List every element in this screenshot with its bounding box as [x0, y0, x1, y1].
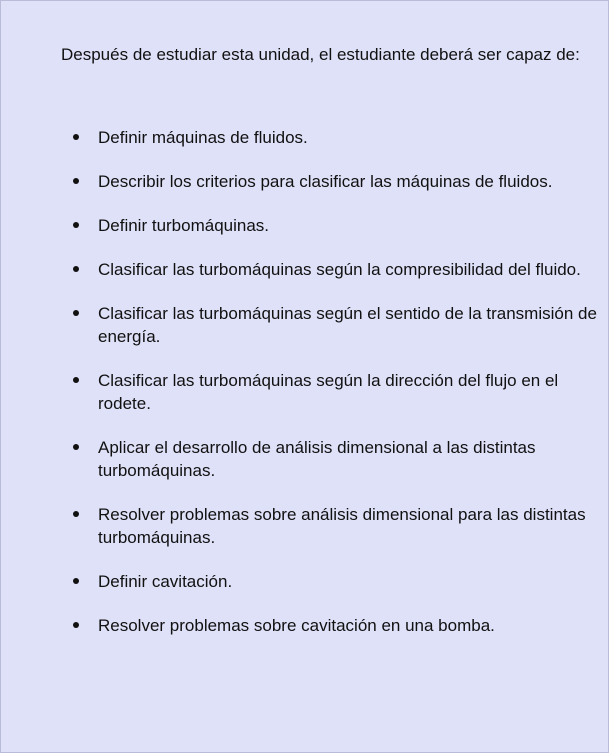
bullet-icon: [73, 444, 79, 450]
bullet-icon: [73, 377, 79, 383]
objective-item: [1, 126, 608, 149]
bullet-icon: [73, 511, 79, 517]
objective-item: [1, 570, 608, 593]
objective-item: [1, 369, 608, 415]
bullet-icon: [73, 266, 79, 272]
bullet-icon: [73, 578, 79, 584]
bullet-icon: [73, 222, 79, 228]
bullet-icon: [73, 134, 79, 140]
objective-text: Describir los criterios para clasificar las máquinas de fluidos.: [98, 172, 553, 191]
objective-text: Clasificar las turbomáquinas según la compresibilidad del fluido.: [98, 260, 581, 279]
objective-item: [1, 258, 608, 281]
objective-text: Definir turbomáquinas.: [98, 216, 270, 235]
objective-text: Resolver problemas sobre cavitación en una bomba.: [98, 616, 495, 635]
objectives-list: [1, 126, 608, 658]
objective-item: [1, 214, 608, 237]
intro-paragraph: Después de estudiar esta unidad, el estudiante deberá ser capaz de:: [61, 45, 580, 64]
objective-text: Resolver problemas sobre análisis dimensional para las distintas turbomáquinas.: [98, 505, 586, 547]
bullet-icon: [73, 310, 79, 316]
objective-item: [1, 170, 608, 193]
objective-text: Clasificar las turbomáquinas según la dirección del flujo en el rodete.: [98, 371, 559, 413]
objective-item: [1, 436, 608, 482]
objective-item: [1, 302, 608, 348]
objective-text: Definir cavitación.: [98, 572, 233, 591]
objective-item: [1, 614, 608, 637]
bullet-icon: [73, 622, 79, 628]
objective-text: Definir máquinas de fluidos.: [98, 128, 308, 147]
objective-item: [1, 503, 608, 549]
objective-text: Aplicar el desarrollo de análisis dimensional a las distintas turbomáquinas.: [98, 438, 536, 480]
bullet-icon: [73, 178, 79, 184]
objective-text: Clasificar las turbomáquinas según el sentido de la transmisión de energía.: [98, 304, 597, 346]
